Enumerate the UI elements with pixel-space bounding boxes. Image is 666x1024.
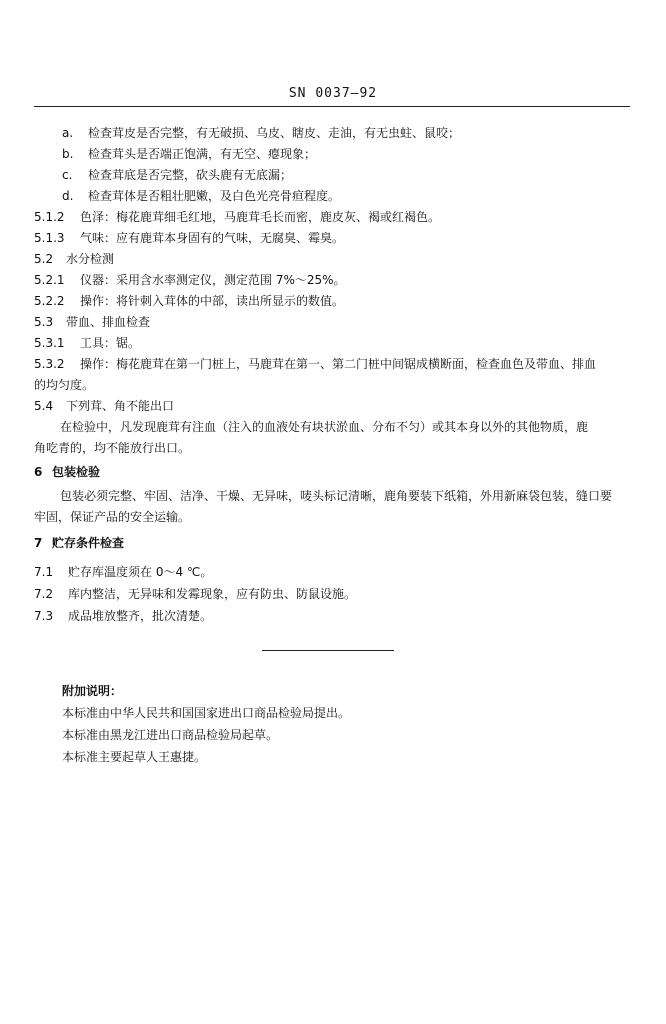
- appendix-line: 本标准由黑龙江进出口商品检验局起草。: [62, 728, 279, 742]
- item-text: 检查茸体是否粗壮肥嫩，及白色光亮骨疸程度。: [88, 189, 341, 203]
- item-letter: d.: [62, 189, 74, 203]
- section-text: 操作：梅花鹿茸在第一门桩上，马鹿茸在第一、第二门桩中间锯成横断面，检查血色及带血、排血: [80, 357, 597, 371]
- section-number: 6: [34, 465, 43, 479]
- section-number: 5.4: [34, 399, 54, 413]
- appendix-line: 本标准由中华人民共和国国家进出口商品检验局提出。: [62, 706, 351, 720]
- section-text: 仪器：采用含水率测定仪，测定范围 7%～25%。: [80, 273, 346, 287]
- section-text: 库内整洁，无异味和发霉现象，应有防虫、防鼠设施。: [68, 587, 357, 601]
- paragraph-line: 角吃青的，均不能放行出口。: [34, 441, 191, 455]
- item-text: 检查茸皮是否完整，有无破损、乌皮、瞎皮、走油，有无虫蛀、鼠咬；: [88, 126, 461, 140]
- section-number: 5.2.1: [34, 273, 65, 287]
- section-text: 工具：锯。: [80, 336, 141, 350]
- header-rule: [34, 106, 630, 107]
- section-text: 成品堆放整齐，批次清楚。: [68, 609, 213, 623]
- item-letter: c.: [62, 168, 73, 182]
- section-number: 5.3: [34, 315, 54, 329]
- section-divider: [262, 650, 394, 651]
- item-text: 检查茸底是否完整，砍头鹿有无底漏；: [88, 168, 293, 182]
- appendix-line: 本标准主要起草人王惠捷。: [62, 750, 207, 764]
- section-number: 7.3: [34, 609, 54, 623]
- section-number: 5.1.3: [34, 231, 65, 245]
- section-number: 7.1: [34, 565, 54, 579]
- section-heading: 带血、排血检查: [66, 315, 151, 329]
- section-heading: 包装检验: [52, 465, 101, 479]
- item-text: 检查茸头是否端正饱满，有无空、瘪现象；: [88, 147, 317, 161]
- section-number: 5.1.2: [34, 210, 65, 224]
- section-text: 操作：将针刺入茸体的中部，读出所显示的数值。: [80, 294, 345, 308]
- section-number: 5.2.2: [34, 294, 65, 308]
- section-number: 5.2: [34, 252, 54, 266]
- paragraph-line: 包装必须完整、牢固、洁净、干燥、无异味，唛头标记清晰，鹿角要装下纸箱，外用新麻袋包装，缝口要: [60, 489, 613, 503]
- section-heading: 水分检测: [66, 252, 115, 266]
- section-number: 7.2: [34, 587, 54, 601]
- section-number: 5.3.1: [34, 336, 65, 350]
- item-letter: b.: [62, 147, 74, 161]
- paragraph-line: 在检验中，凡发现鹿茸有注血（注入的血液处有块状淤血、分布不匀）或其本身以外的其他物质，鹿: [60, 420, 589, 434]
- section-number: 5.3.2: [34, 357, 65, 371]
- section-number: 7: [34, 536, 43, 550]
- paragraph-line: 牢固，保证产品的安全运输。: [34, 510, 191, 524]
- page-header-code: SN 0037—92: [288, 86, 378, 101]
- section-text-continued: 的均匀度。: [34, 378, 95, 392]
- section-text: 贮存库温度须在 0～4 ℃。: [68, 565, 213, 579]
- appendix-title: 附加说明：: [62, 684, 123, 698]
- item-letter: a.: [62, 126, 74, 140]
- section-heading: 下列茸、角不能出口: [66, 399, 175, 413]
- section-text: 色泽：梅花鹿茸细毛红地，马鹿茸毛长而密，鹿皮灰、褐或红褐色。: [80, 210, 441, 224]
- section-text: 气味：应有鹿茸本身固有的气味，无腐臭、霉臭。: [80, 231, 345, 245]
- section-heading: 贮存条件检查: [52, 536, 125, 550]
